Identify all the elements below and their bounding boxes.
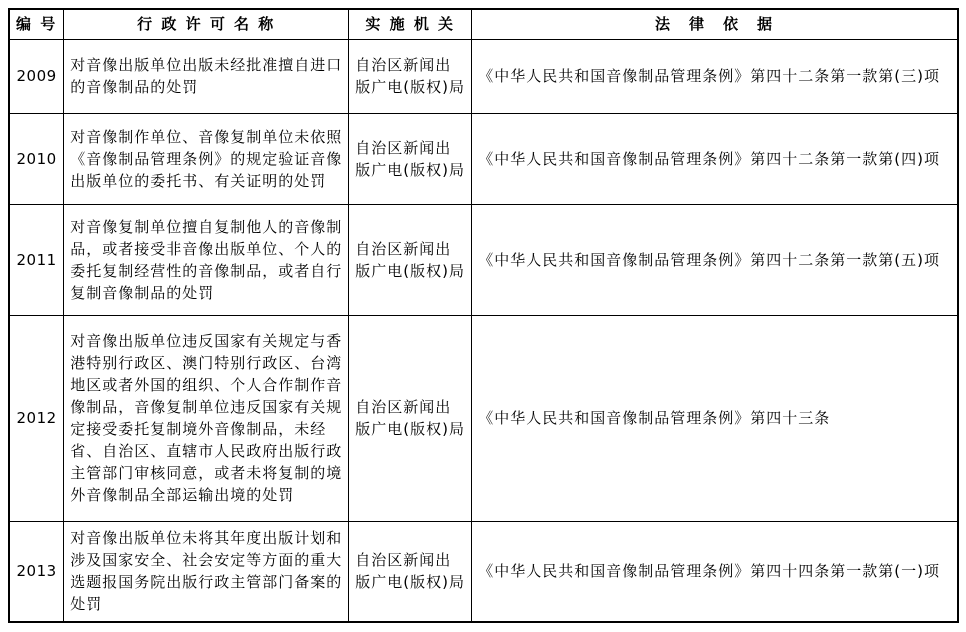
header-cell-agency: 实 施 机 关: [349, 9, 472, 39]
administrative-permit-table: [8, 8, 959, 623]
legal-basis-cell: 《中华人民共和国音像制品管理条例》第四十二条第一款第(三)项: [472, 39, 958, 113]
legal-basis-cell: 《中华人民共和国音像制品管理条例》第四十三条: [472, 315, 958, 521]
legal-basis-cell: 《中华人民共和国音像制品管理条例》第四十二条第一款第(五)项: [472, 204, 958, 315]
agency-cell: 自治区新闻出版广电(版权)局: [349, 113, 472, 204]
license-name-cell: 对音像出版单位违反国家有关规定与香港特别行政区、澳门特别行政区、台湾地区或者外国的组织、个人合作制作音像制品，音像复制单位违反国家有关规定接受委托复制境外音像制品，未经省、自治区、直辖市人民政府出版行政主管部门审核同意，或者未将复制的境外音像制品全部运输出境的处罚: [64, 315, 349, 521]
license-name-cell: 对音像复制单位擅自复制他人的音像制品，或者接受非音像出版单位、个人的委托复制经营性的音像制品，或者自行复制音像制品的处罚: [64, 204, 349, 315]
row-id-cell: 2010: [9, 113, 64, 204]
table-row: [9, 113, 958, 204]
header-cell-license-name: 行 政 许 可 名 称: [64, 9, 349, 39]
agency-cell: 自治区新闻出版广电(版权)局: [349, 204, 472, 315]
license-name-cell: 对音像出版单位未将其年度出版计划和涉及国家安全、社会安定等方面的重大选题报国务院出版行政主管部门备案的处罚: [64, 521, 349, 622]
table-row: [9, 204, 958, 315]
header-cell-legal-basis: 法 律 依 据: [472, 9, 958, 39]
row-id-cell: 2009: [9, 39, 64, 113]
table-row: [9, 39, 958, 113]
agency-cell: 自治区新闻出版广电(版权)局: [349, 39, 472, 113]
legal-basis-cell: 《中华人民共和国音像制品管理条例》第四十四条第一款第(一)项: [472, 521, 958, 622]
agency-cell: 自治区新闻出版广电(版权)局: [349, 315, 472, 521]
table-row: [9, 521, 958, 622]
header-cell-id: 编 号: [9, 9, 64, 39]
row-id-cell: 2013: [9, 521, 64, 622]
row-id-cell: 2012: [9, 315, 64, 521]
row-id-cell: 2011: [9, 204, 64, 315]
agency-cell: 自治区新闻出版广电(版权)局: [349, 521, 472, 622]
legal-basis-cell: 《中华人民共和国音像制品管理条例》第四十二条第一款第(四)项: [472, 113, 958, 204]
table-row: [9, 315, 958, 521]
license-name-cell: 对音像制作单位、音像复制单位未依照《音像制品管理条例》的规定验证音像出版单位的委托书、有关证明的处罚: [64, 113, 349, 204]
table-header-row: [9, 9, 958, 39]
license-name-cell: 对音像出版单位出版未经批准擅自进口的音像制品的处罚: [64, 39, 349, 113]
